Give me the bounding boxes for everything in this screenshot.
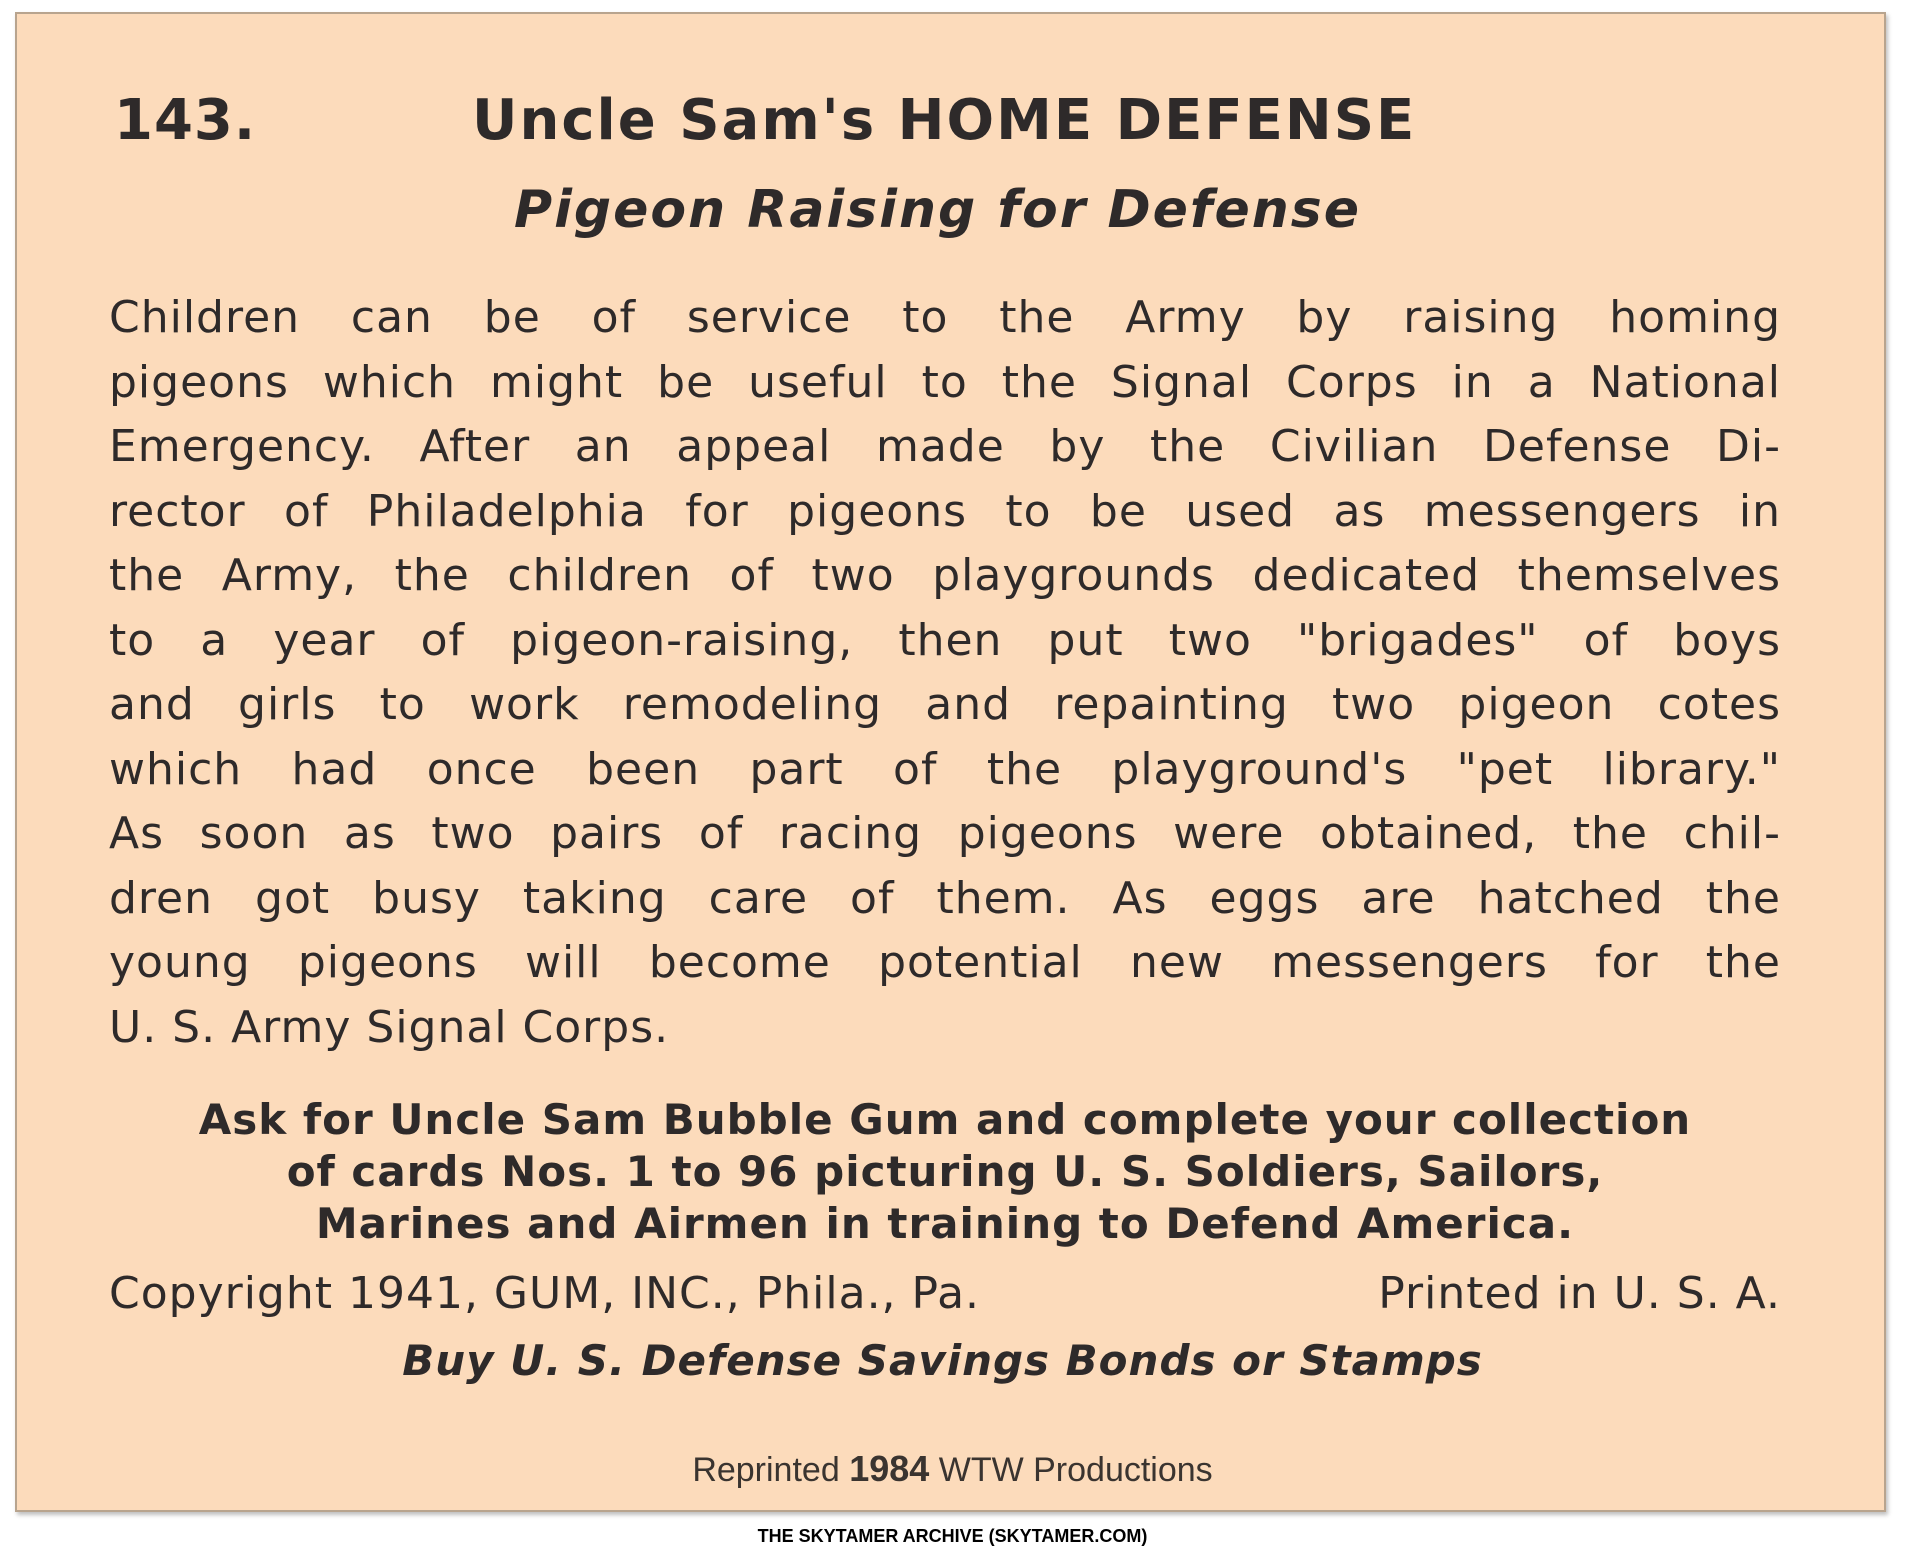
bubble-gum-ad [105,1094,1785,1250]
body-line: U. S. Army Signal Corps. [109,1001,670,1053]
body-line: which had once been part of the playground's "pet library." [109,743,1781,795]
copyright-notice: Copyright 1941, GUM, INC., Phila., Pa. [109,1268,981,1319]
defense-bonds-slogan [17,1336,1888,1385]
body-line: rector of Philadelphia for pigeons to be used as messengers in [109,485,1781,537]
body-line: pigeons which might be useful to the Signal Corps in a National [109,356,1781,408]
reprint-publisher: WTW Productions [938,1451,1213,1489]
card-body-text [109,286,1781,1060]
body-line: As soon as two pairs of racing pigeons were obtained, the chil- [109,808,1781,859]
reprint-notice [17,1448,1888,1490]
card-subtitle: Pigeon Raising for Defense [514,180,1362,240]
ad-line: Ask for Uncle Sam Bubble Gum and complete your collection [198,1095,1692,1144]
body-line: young pigeons will become potential new messengers for the [109,937,1781,988]
archive-credit: THE SKYTAMER ARCHIVE (SKYTAMER.COM) [757,1526,1148,1546]
body-line: dren got busy taking care of them. As eggs are hatched the [109,872,1781,924]
body-line: to a year of pigeon-raising, then put two "brigades" of boys [109,614,1781,666]
ad-line: of cards Nos. 1 to 96 picturing U. S. Soldiers, Sailors, [286,1147,1604,1196]
printed-in-notice: Printed in U. S. A. [1378,1268,1781,1319]
body-line: the Army, the children of two playgrounds dedicated themselves [109,550,1781,601]
trading-card-back [15,12,1886,1512]
defense-bonds-text: Buy U. S. Defense Savings Bonds or Stamps [402,1336,1483,1385]
reprint-year: 1984 [849,1448,930,1489]
card-title: Uncle Sam's HOME DEFENSE [472,88,1417,153]
body-line: Children can be of service to the Army by raising homing [109,292,1781,343]
body-line: Emergency. After an appeal made by the Civilian Defense Di- [109,421,1781,472]
ad-line: Marines and Airmen in training to Defend America. [315,1199,1575,1248]
reprint-prefix: Reprinted [692,1451,840,1489]
body-line: and girls to work remodeling and repainting two pigeon cotes [109,679,1781,730]
card-number: 143. [114,88,257,153]
